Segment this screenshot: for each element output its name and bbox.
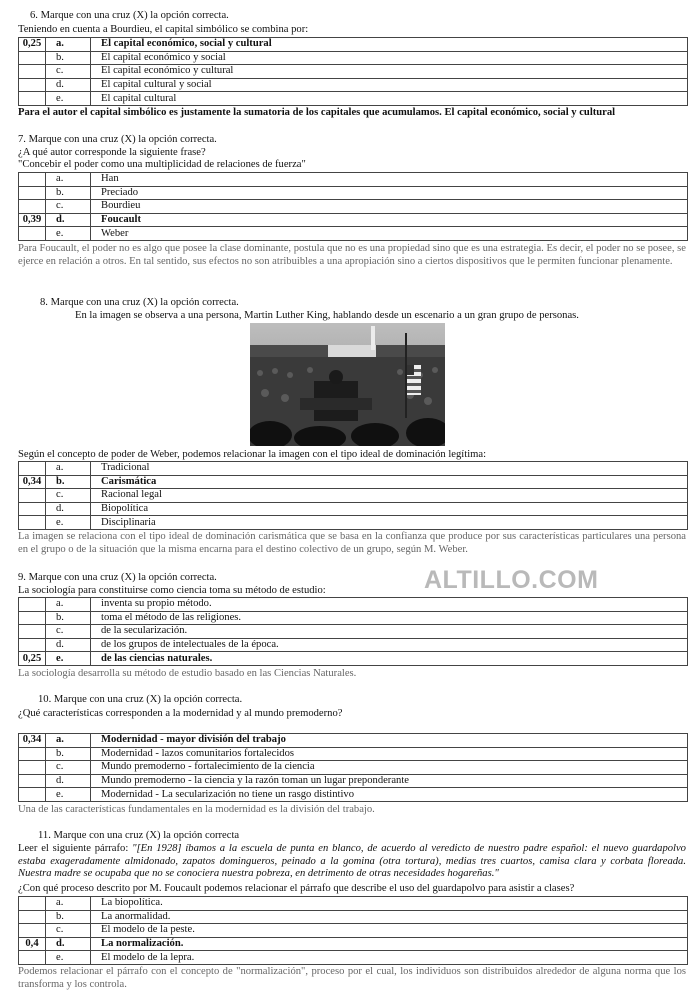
q11-feedback: Podemos relacionar el párrafo con el concepto de "normalización", proceso por el cual, los individuos son distribuidos alrededor de alguna norma que los transforma y los controla. [18, 966, 686, 990]
option-score [19, 611, 46, 625]
option-text: Preciado [91, 186, 688, 200]
option-row[interactable] [19, 51, 688, 65]
option-score [19, 910, 46, 924]
option-letter: c. [46, 625, 91, 639]
option-text: Mundo premoderno - fortalecimiento de la ciencia [91, 761, 688, 775]
option-score [19, 51, 46, 65]
option-row[interactable] [19, 186, 688, 200]
option-row[interactable] [19, 227, 688, 241]
option-row[interactable] [19, 937, 688, 951]
option-score [19, 774, 46, 788]
q6-options-table [18, 37, 686, 106]
option-score [19, 747, 46, 761]
option-score [19, 638, 46, 652]
option-text: El capital económico y cultural [91, 65, 688, 79]
q11-quote: "[En 1928] íbamos a la escuela de punta en blanco, de acuerdo al veredicto de nuestro padre español: el nuevo guardapolvo estaba exageradamente almidonado, zapatos domingueros, peinado a la gomina (otra tortura), medias tres cuartos, camisa clara y corbata floreada. Nuestra madre se ocupaba que no se conociera nuestra pobreza, en detrimento de otras necesidades hogareñas." [18, 843, 686, 879]
option-letter: c. [46, 489, 91, 503]
q8-context: En la imagen se observa a una persona, Martin Luther King, hablando desde un escenario a un gran grupo de personas. [75, 310, 579, 321]
option-letter: e. [46, 92, 91, 106]
q11-instruction: 11. Marque con una cruz (X) la opción correcta [38, 830, 240, 841]
option-text: Biopolítica [91, 502, 688, 516]
option-letter: d. [46, 78, 91, 92]
option-letter: b. [46, 910, 91, 924]
q8-options-table [18, 461, 686, 530]
option-row[interactable] [19, 652, 688, 666]
q7-quote: "Concebir el poder como una multiplicidad de relaciones de fuerza" [18, 159, 306, 170]
option-row[interactable] [19, 625, 688, 639]
option-letter: d. [46, 937, 91, 951]
option-score: 0,4 [19, 937, 46, 951]
q6-stem: Teniendo en cuenta a Bourdieu, el capital simbólico se combina por: [18, 24, 309, 35]
option-row[interactable] [19, 516, 688, 530]
option-score [19, 625, 46, 639]
q7-stem: ¿A qué autor corresponde la siguiente frase? [18, 147, 206, 158]
option-row[interactable] [19, 78, 688, 92]
option-score [19, 227, 46, 241]
option-letter: c. [46, 761, 91, 775]
option-score: 0,34 [19, 475, 46, 489]
option-row[interactable] [19, 38, 688, 52]
option-score: 0,34 [19, 734, 46, 748]
option-score [19, 516, 46, 530]
option-text: El capital cultural y social [91, 78, 688, 92]
option-row[interactable] [19, 598, 688, 612]
option-score [19, 761, 46, 775]
option-row[interactable] [19, 173, 688, 187]
option-score [19, 200, 46, 214]
option-score [19, 186, 46, 200]
option-row[interactable] [19, 92, 688, 106]
option-row[interactable] [19, 638, 688, 652]
option-row[interactable] [19, 897, 688, 911]
option-text: de los grupos de intelectuales de la época. [91, 638, 688, 652]
option-letter: d. [46, 638, 91, 652]
q8-stem: Según el concepto de poder de Weber, podemos relacionar la imagen con el tipo ideal de dominación legítima: [18, 449, 487, 460]
q10-instruction: 10. Marque con una cruz (X) la opción correcta. [38, 694, 243, 705]
option-letter: a. [46, 173, 91, 187]
q9-feedback: La sociología desarrolla su método de estudio basado en las Ciencias Naturales. [18, 668, 357, 679]
option-text: Bourdieu [91, 200, 688, 214]
q9-stem: La sociología para constituirse como ciencia toma su método de estudio: [18, 585, 326, 596]
option-text: El capital económico y social [91, 51, 688, 65]
option-row[interactable] [19, 475, 688, 489]
option-score: 0,25 [19, 652, 46, 666]
option-text: El modelo de la peste. [91, 924, 688, 938]
option-score [19, 788, 46, 802]
option-text: inventa su propio método. [91, 598, 688, 612]
option-row[interactable] [19, 462, 688, 476]
option-row[interactable] [19, 774, 688, 788]
option-text: Foucault [91, 213, 688, 227]
option-row[interactable] [19, 747, 688, 761]
option-score [19, 897, 46, 911]
option-score [19, 78, 46, 92]
option-row[interactable] [19, 65, 688, 79]
q10-options-table [18, 733, 686, 802]
option-row[interactable] [19, 910, 688, 924]
option-row[interactable] [19, 951, 688, 965]
q7-instruction: 7. Marque con una cruz (X) la opción correcta. [18, 134, 217, 145]
q8-feedback: La imagen se relaciona con el tipo ideal de dominación carismática que se basa en la confianza que produce por sus características particulares una persona en el grupo o de la situación que la misma encarna para el destino colectivo de un grupo, según M. Weber. [18, 531, 686, 555]
q6-feedback: Para el autor el capital simbólico es justamente la sumatoria de los capitales que acumulamos. El capital económico, social y cultural [18, 107, 616, 118]
option-letter: a. [46, 598, 91, 612]
option-text: Han [91, 173, 688, 187]
option-letter: b. [46, 747, 91, 761]
option-text: El capital cultural [91, 92, 688, 106]
option-text: de las ciencias naturales. [91, 652, 688, 666]
option-score [19, 65, 46, 79]
q11-stem: ¿Con qué proceso descrito por M. Foucault podemos relacionar el párrafo que describe el uso del guardapolvo para asistir a clases? [18, 883, 575, 894]
option-letter: e. [46, 227, 91, 241]
option-letter: d. [46, 502, 91, 516]
speech-photo [250, 323, 445, 446]
option-text: La normalización. [91, 937, 688, 951]
option-text: Modernidad - lazos comunitarios fortalecidos [91, 747, 688, 761]
option-letter: b. [46, 51, 91, 65]
option-text: La anormalidad. [91, 910, 688, 924]
option-score [19, 924, 46, 938]
q7-feedback: Para Foucault, el poder no es algo que posee la clase dominante, postula que no es una propiedad sino que es una estrategia. Es decir, el poder no se posee, se ejerce en relación a otros. En tal sentido, sus efectos no son atribuibles a una apropiación sino a ciertos dispositivos que le permiten funcionar plenamente. [18, 243, 686, 267]
option-row[interactable] [19, 761, 688, 775]
option-text: El capital económico, social y cultural [91, 38, 688, 52]
option-letter: b. [46, 611, 91, 625]
option-text: de la secularización. [91, 625, 688, 639]
option-letter: b. [46, 475, 91, 489]
q10-feedback: Una de las características fundamentales en la modernidad es la división del trabajo. [18, 804, 375, 815]
option-row[interactable] [19, 489, 688, 503]
option-row[interactable] [19, 200, 688, 214]
option-letter: e. [46, 951, 91, 965]
option-text: Tradicional [91, 462, 688, 476]
option-row[interactable] [19, 502, 688, 516]
option-score [19, 92, 46, 106]
altillo-watermark: ALTILLO.COM [424, 566, 599, 594]
option-score: 0,25 [19, 38, 46, 52]
option-letter: e. [46, 788, 91, 802]
option-row[interactable] [19, 611, 688, 625]
option-text: Mundo premoderno - la ciencia y la razón toman un lugar preponderante [91, 774, 688, 788]
option-letter: c. [46, 200, 91, 214]
q10-stem: ¿Qué características corresponden a la modernidad y al mundo premoderno? [18, 708, 343, 719]
option-letter: c. [46, 65, 91, 79]
option-score [19, 598, 46, 612]
q8-instruction: 8. Marque con una cruz (X) la opción correcta. [40, 297, 239, 308]
q6-instruction: 6. Marque con una cruz (X) la opción correcta. [30, 10, 229, 21]
option-text: Disciplinaria [91, 516, 688, 530]
q7-options-table [18, 172, 686, 241]
q11-options-table [18, 896, 686, 965]
option-letter: e. [46, 516, 91, 530]
option-row[interactable] [19, 924, 688, 938]
option-text: toma el método de las religiones. [91, 611, 688, 625]
option-letter: d. [46, 774, 91, 788]
q11-lead: Leer el siguiente párrafo: [18, 843, 133, 854]
option-letter: a. [46, 734, 91, 748]
option-score: 0,39 [19, 213, 46, 227]
option-score [19, 502, 46, 516]
option-row[interactable] [19, 788, 688, 802]
option-text: Modernidad - mayor división del trabajo [91, 734, 688, 748]
option-score [19, 489, 46, 503]
option-text: La biopolítica. [91, 897, 688, 911]
option-score [19, 951, 46, 965]
option-score [19, 462, 46, 476]
option-letter: b. [46, 186, 91, 200]
q9-options-table [18, 597, 686, 666]
option-letter: e. [46, 652, 91, 666]
option-letter: a. [46, 462, 91, 476]
option-letter: a. [46, 38, 91, 52]
option-text: Racional legal [91, 489, 688, 503]
option-row[interactable] [19, 213, 688, 227]
option-letter: a. [46, 897, 91, 911]
option-score [19, 173, 46, 187]
option-row[interactable] [19, 734, 688, 748]
q9-instruction: 9. Marque con una cruz (X) la opción correcta. [18, 572, 217, 583]
option-text: Weber [91, 227, 688, 241]
option-letter: c. [46, 924, 91, 938]
q11-paragraph [18, 843, 686, 881]
option-text: El modelo de la lepra. [91, 951, 688, 965]
option-letter: d. [46, 213, 91, 227]
option-text: Modernidad - La secularización no tiene un rasgo distintivo [91, 788, 688, 802]
option-text: Carismática [91, 475, 688, 489]
